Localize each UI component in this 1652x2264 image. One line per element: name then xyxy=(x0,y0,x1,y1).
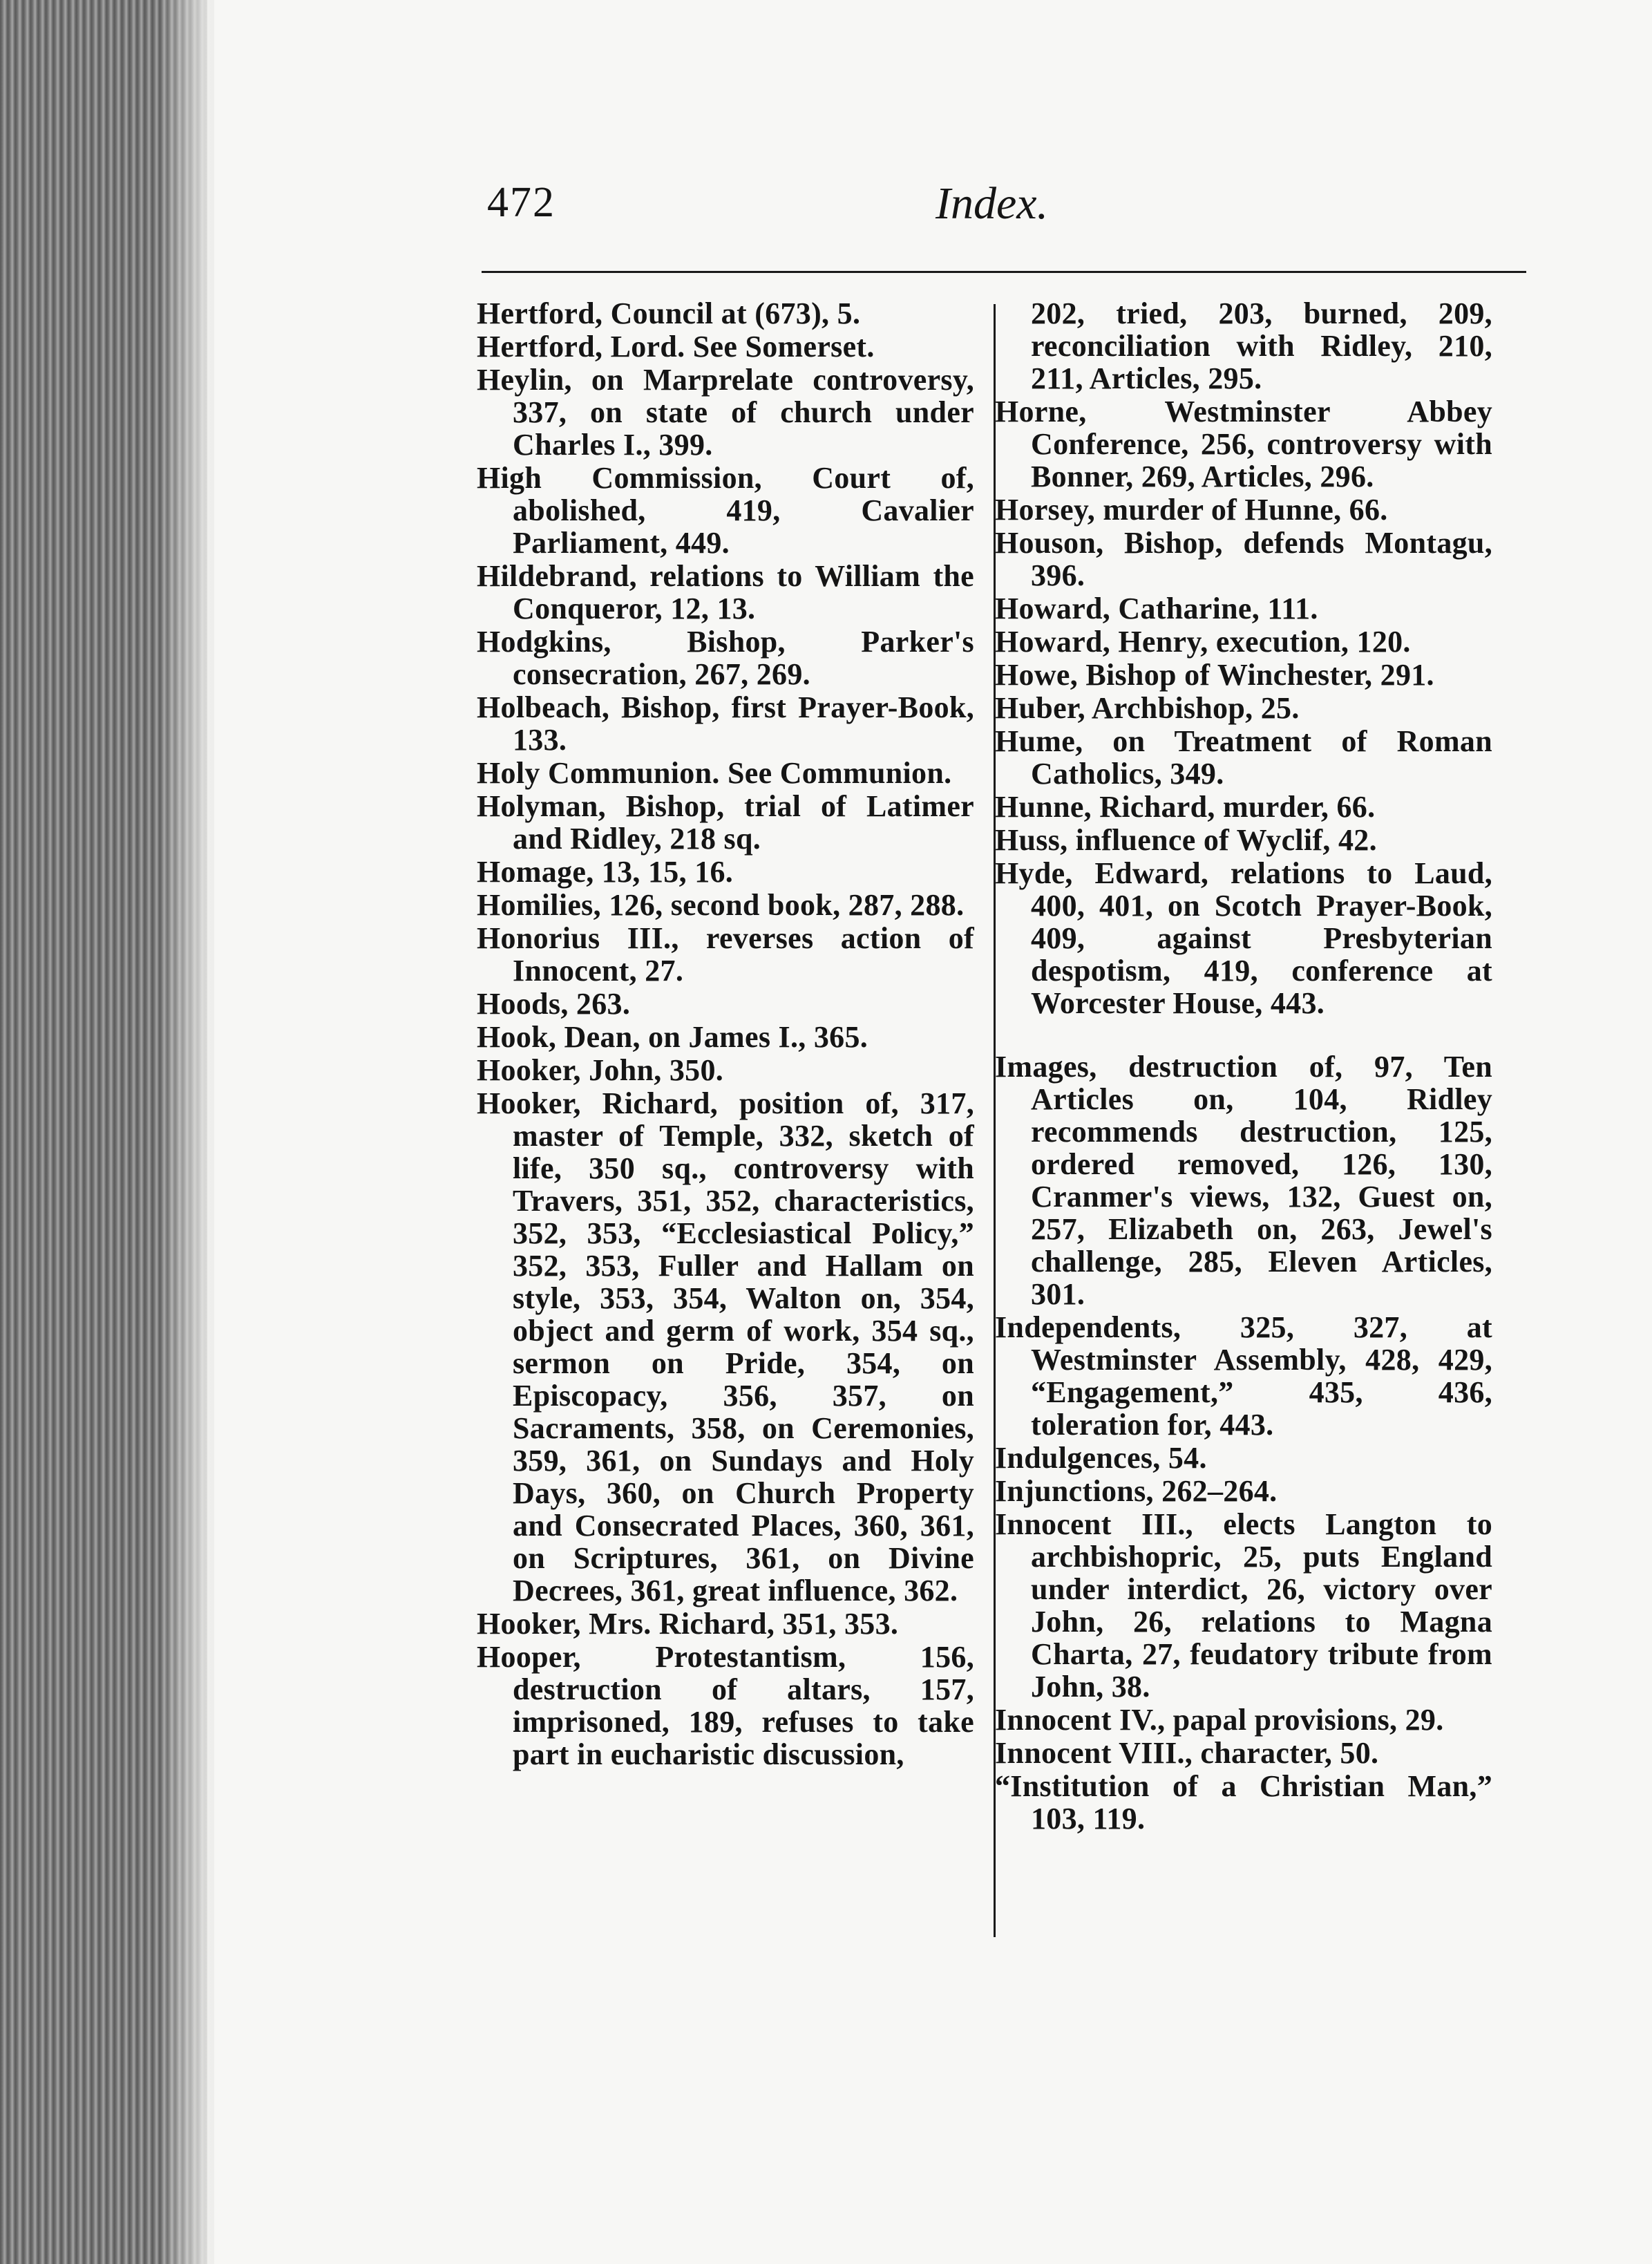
index-entry: Howard, Catharine, 111. xyxy=(995,592,1318,625)
index-entry-continuation: 202, tried, 203, burned, 209, reconciliation with Ridley, 210, 211, Articles, 295. xyxy=(1031,296,1492,395)
index-entry: Huss, influence of Wyclif, 42. xyxy=(995,823,1377,857)
index-entry: Hildebrand, relations to William the Conqueror, 12, 13. xyxy=(477,559,974,625)
index-entry: Houson, Bishop, defends Montagu, 396. xyxy=(995,526,1492,592)
index-entry: Horsey, murder of Hunne, 66. xyxy=(995,493,1388,527)
page-number: 472 xyxy=(487,179,556,226)
index-entry: Hunne, Richard, murder, 66. xyxy=(995,790,1376,824)
index-entry: Hoods, 263. xyxy=(477,987,631,1021)
index-entry: Hume, on Treatment of Roman Catholics, 349. xyxy=(995,724,1492,791)
index-entry: Howe, Bishop of Winchester, 291. xyxy=(995,658,1434,692)
index-entry: Horne, Westminster Abbey Conference, 256, controversy with Bonner, 269, Articles, 296. xyxy=(995,395,1492,493)
running-title: Index. xyxy=(936,178,1049,229)
index-entry: Indulgences, 54. xyxy=(995,1441,1207,1475)
index-entry: “Institution of a Christian Man,” 103, 119. xyxy=(995,1769,1492,1836)
index-entry: Homilies, 126, second book, 287, 288. xyxy=(477,888,965,922)
letter-section-gap xyxy=(995,1020,1492,1050)
index-entry: Huber, Archbishop, 25. xyxy=(995,691,1300,725)
index-entry: Hooker, Mrs. Richard, 351, 353. xyxy=(477,1607,899,1641)
index-entry: High Commission, Court of, abolished, 419, Cavalier Parliament, 449. xyxy=(477,461,974,560)
index-entry: Innocent IV., papal provisions, 29. xyxy=(995,1703,1444,1737)
index-entry: Hyde, Edward, relations to Laud, 400, 401, on Scotch Prayer-Book, 409, against Presbyterian despotism, 419, conference at Worcester House, 443. xyxy=(995,856,1492,1020)
index-entry: Innocent III., elects Langton to archbishopric, 25, puts England under interdict, 26, victory over John, 26, relations to Magna Charta, 27, feudatory tribute from John, 38. xyxy=(995,1507,1492,1704)
page-edge-fade xyxy=(159,0,214,2264)
index-entry: Holbeach, Bishop, first Prayer-Book, 133. xyxy=(477,690,974,757)
index-entry: Holyman, Bishop, trial of Latimer and Ridley, 218 sq. xyxy=(477,789,974,856)
index-entry: Injunctions, 262–264. xyxy=(995,1474,1278,1508)
index-column-right xyxy=(995,297,1492,1836)
index-entry: Honorius III., reverses action of Innocent, 27. xyxy=(477,921,974,988)
index-entry: Hook, Dean, on James I., 365. xyxy=(477,1020,868,1054)
index-entry: Images, destruction of, 97, Ten Articles on, 104, Ridley recommends destruction, 125, ordered removed, 126, 130, Cranmer's views, 132, Guest on, 257, Elizabeth on, 263, Jewel's challenge, 285, Eleven Articles, 301. xyxy=(995,1050,1492,1311)
index-entry: Innocent VIII., character, 50. xyxy=(995,1736,1379,1770)
index-entry: Heylin, on Marprelate controversy, 337, on state of church under Charles I., 399. xyxy=(477,363,974,462)
index-entry: Hooker, Richard, position of, 317, master of Temple, 332, sketch of life, 350 sq., controversy with Travers, 351, 352, characteristics, 352, 353, “Ecclesiastical Policy,” 352, 353, Fuller and Hallam on style, 353, 354, Walton on, 354, object and germ of work, 354 sq., sermon on Pride, 354, on Episcopacy, 356, 357, on Sacraments, 358, on Ceremonies, 359, 361, on Sundays and Holy Days, 360, on Church Property and Consecrated Places, 360, 361, on Scriptures, 361, on Divine Decrees, 361, great influence, 362. xyxy=(477,1086,974,1607)
header-rule xyxy=(482,271,1526,273)
index-entry: Hodgkins, Bishop, Parker's consecration, 267, 269. xyxy=(477,625,974,691)
index-entry: Holy Communion. See Communion. xyxy=(477,756,952,790)
index-column-left xyxy=(477,297,974,1771)
index-entry: Hooker, John, 350. xyxy=(477,1053,724,1087)
index-entry: Homage, 13, 15, 16. xyxy=(477,855,734,889)
index-entry: Hooper, Protestantism, 156, destruction of altars, 157, imprisoned, 189, refuses to take part in eucharistic discussion, xyxy=(477,1640,974,1771)
index-entry: Independents, 325, 327, at Westminster Assembly, 428, 429, “Engagement,” 435, 436, toleration for, 443. xyxy=(995,1310,1492,1442)
index-entry: Hertford, Lord. See Somerset. xyxy=(477,330,875,364)
index-entry: Hertford, Council at (673), 5. xyxy=(477,296,861,330)
index-entry: Howard, Henry, execution, 120. xyxy=(995,625,1411,659)
